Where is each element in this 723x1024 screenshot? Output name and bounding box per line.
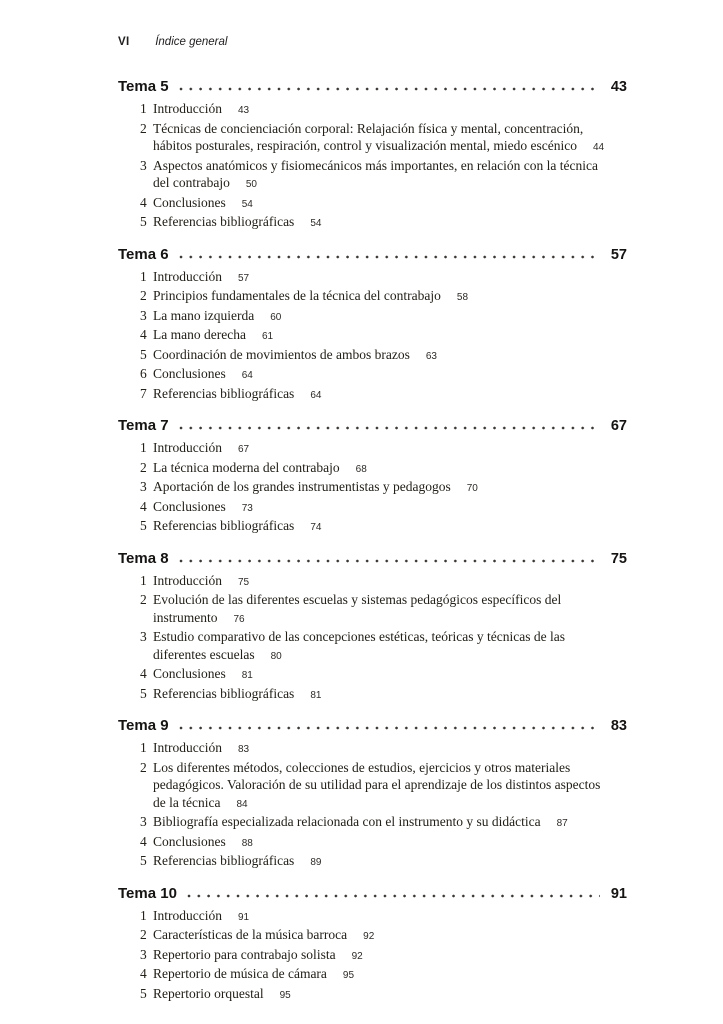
entry-title: Aspectos anatómicos y fisiomecánicos más importantes, en relación con la técnica del contrabajo — [153, 157, 598, 190]
toc-entry — [118, 213, 627, 233]
entry-number: 3 — [140, 629, 147, 644]
entry-page-number: 67 — [237, 444, 250, 455]
entry-title: Conclusiones — [153, 666, 226, 681]
entry-page-number: 95 — [342, 970, 355, 981]
entry-number: 2 — [140, 759, 147, 775]
entry-number: 3 — [140, 479, 147, 494]
entry-number: 3 — [140, 946, 147, 962]
entry-page-number: 84 — [236, 798, 248, 810]
dot-leader — [179, 255, 600, 259]
section-page-number: 91 — [610, 885, 627, 902]
entry-number: 2 — [140, 459, 147, 475]
entry-title: Repertorio para contrabajo solista — [153, 946, 336, 962]
entry-page-number: 73 — [241, 502, 253, 514]
entry-body — [153, 195, 253, 210]
toc-section — [118, 245, 627, 405]
entry-body — [153, 288, 468, 303]
entry-title: Introducción — [153, 440, 222, 455]
section-title: Tema 7 — [118, 417, 169, 434]
entry-page-number: 60 — [270, 311, 282, 323]
entry-body — [153, 966, 354, 981]
entry-body — [153, 366, 253, 381]
entry-title: Referencias bibliográficas — [153, 518, 295, 533]
entry-page-number: 44 — [593, 142, 605, 153]
entry-page-number: 91 — [237, 911, 250, 923]
entry-number: 4 — [140, 498, 147, 514]
entry-body — [153, 986, 291, 1001]
entry-number: 2 — [140, 288, 147, 303]
entry-number: 3 — [140, 307, 147, 323]
toc-entry — [118, 120, 627, 157]
entry-page-number: 92 — [351, 950, 363, 962]
entry-page-number: 61 — [261, 331, 274, 342]
entry-title: Características de la música barroca — [153, 927, 348, 942]
toc-entry — [118, 852, 627, 872]
toc-section-heading — [118, 245, 627, 265]
entry-page-number: 88 — [241, 837, 253, 849]
entry-title: Evolución de las diferentes escuelas y sistemas pedagógicos específicos del instrumento — [153, 592, 562, 625]
toc-entry — [118, 157, 627, 194]
entry-body — [153, 573, 249, 588]
toc-entry — [118, 572, 627, 592]
entry-body — [153, 947, 363, 962]
toc-entry — [118, 665, 627, 685]
entry-number: 1 — [140, 268, 147, 284]
toc-section — [118, 416, 627, 537]
entry-body — [153, 308, 281, 323]
toc-entry — [118, 307, 627, 327]
entry-page-number: 58 — [456, 292, 469, 303]
entry-body — [153, 760, 600, 810]
entry-title: Conclusiones — [153, 498, 226, 514]
toc-section-heading — [118, 549, 627, 569]
toc-entry — [118, 439, 627, 459]
entry-number: 4 — [140, 833, 147, 849]
entry-page-number: 81 — [241, 670, 253, 681]
section-page-number: 43 — [610, 79, 627, 95]
toc-section — [118, 549, 627, 705]
entry-body — [153, 853, 321, 868]
entry-page-number: 76 — [233, 613, 245, 625]
entry-title: Conclusiones — [153, 833, 226, 849]
toc-entry — [118, 346, 627, 366]
entry-title: Coordinación de movimientos de ambos brazos — [153, 346, 410, 362]
dot-leader — [179, 87, 600, 91]
entry-number: 4 — [140, 666, 147, 681]
toc-entry — [118, 833, 627, 853]
toc-section — [118, 716, 627, 872]
dot-leader — [179, 426, 600, 430]
entry-title: Introducción — [153, 268, 222, 284]
entry-number: 7 — [140, 385, 147, 401]
entry-page-number: 80 — [270, 650, 282, 662]
entry-body — [153, 101, 249, 116]
toc-entry — [118, 813, 627, 833]
entry-number: 2 — [140, 120, 147, 136]
entry-body — [153, 440, 249, 455]
entry-title: La mano izquierda — [153, 307, 255, 323]
entry-number: 3 — [140, 814, 147, 829]
entry-body — [153, 214, 321, 229]
toc-entry — [118, 685, 627, 705]
toc-entry — [118, 759, 627, 814]
entry-number: 4 — [140, 194, 147, 210]
section-page-number: 67 — [610, 418, 627, 434]
entry-page-number: 81 — [310, 689, 322, 701]
entry-page-number: 50 — [245, 179, 257, 190]
toc-entry — [118, 478, 627, 498]
entry-number: 5 — [140, 985, 147, 1001]
toc-entry — [118, 385, 627, 405]
section-page-number: 57 — [610, 246, 627, 263]
entry-body — [153, 327, 273, 342]
entry-title: Conclusiones — [153, 366, 226, 381]
folio-page-number: VI — [118, 36, 130, 48]
section-page-number: 83 — [610, 718, 627, 734]
entry-page-number: 95 — [279, 989, 291, 1001]
entry-body — [153, 347, 437, 362]
entry-title: Principios fundamentales de la técnica del contrabajo — [153, 288, 441, 303]
entry-body — [153, 908, 249, 923]
entry-page-number: 54 — [310, 218, 322, 229]
running-head-title: Índice general — [155, 36, 228, 48]
entry-number: 4 — [140, 327, 147, 342]
toc-entry — [118, 194, 627, 214]
entry-number: 5 — [140, 214, 147, 229]
section-page-number: 75 — [610, 550, 627, 567]
entry-body — [153, 740, 249, 755]
entry-body — [153, 666, 253, 681]
entry-title: Referencias bibliográficas — [153, 214, 295, 229]
entry-title: Bibliografía especializada relacionada con el instrumento y su didáctica — [153, 814, 541, 829]
toc-entry — [118, 965, 627, 985]
toc-entry — [118, 926, 627, 946]
entry-number: 5 — [140, 853, 147, 868]
entry-body — [153, 479, 478, 494]
toc-entry — [118, 946, 627, 966]
section-entries — [118, 739, 627, 872]
entry-page-number: 64 — [241, 370, 253, 381]
entry-number: 6 — [140, 366, 147, 381]
entry-number: 2 — [140, 927, 147, 942]
entry-title: Introducción — [153, 740, 222, 755]
toc-entry — [118, 326, 627, 346]
toc-section-heading — [118, 77, 627, 97]
section-entries — [118, 439, 627, 537]
entry-page-number: 63 — [425, 350, 437, 362]
entry-number: 1 — [140, 740, 147, 755]
toc-entry — [118, 907, 627, 927]
entry-page-number: 89 — [310, 857, 322, 868]
entry-page-number: 87 — [556, 818, 568, 829]
toc-entry — [118, 268, 627, 288]
entry-title: Referencias bibliográficas — [153, 685, 295, 701]
entry-title: Los diferentes métodos, colecciones de estudios, ejercicios y otros materiales pedagógicos. Valoración de su utilidad para el aprendizaje de los distintos aspectos de la técnica — [153, 759, 601, 810]
dot-leader — [187, 894, 600, 898]
entry-number: 3 — [140, 157, 147, 173]
entry-body — [153, 686, 321, 701]
toc-entry — [118, 739, 627, 759]
entry-title: Introducción — [153, 907, 222, 923]
entry-page-number: 54 — [241, 198, 253, 210]
entry-body — [153, 518, 321, 533]
toc-entry — [118, 985, 627, 1005]
section-entries — [118, 572, 627, 705]
entry-title: Referencias bibliográficas — [153, 853, 295, 868]
section-title: Tema 6 — [118, 245, 169, 263]
section-entries — [118, 100, 627, 233]
section-title: Tema 8 — [118, 549, 169, 567]
entry-body — [153, 927, 374, 942]
entry-title: La técnica moderna del contrabajo — [153, 459, 340, 475]
section-title: Tema 10 — [118, 884, 177, 902]
entry-title: Aportación de los grandes instrumentistas y pedagogos — [153, 479, 451, 494]
entry-body — [153, 269, 249, 284]
toc-entry — [118, 365, 627, 385]
entry-number: 5 — [140, 518, 147, 533]
entry-page-number: 83 — [237, 744, 250, 755]
entry-number: 5 — [140, 346, 147, 362]
toc-entry — [118, 100, 627, 120]
toc-section — [118, 884, 627, 1005]
page-content — [118, 35, 627, 1004]
entry-body — [153, 592, 561, 625]
entry-title: Referencias bibliográficas — [153, 385, 295, 401]
section-entries — [118, 268, 627, 405]
entry-number: 1 — [140, 101, 147, 116]
entry-body — [153, 121, 604, 154]
toc-entry — [118, 517, 627, 537]
toc-section-heading — [118, 416, 627, 436]
entry-title: La mano derecha — [153, 327, 246, 342]
entry-body — [153, 814, 568, 829]
entry-title: Introducción — [153, 101, 222, 116]
running-head — [118, 35, 627, 49]
dot-leader — [179, 559, 600, 563]
entry-number: 1 — [140, 907, 147, 923]
section-title: Tema 5 — [118, 78, 169, 95]
toc-section — [118, 77, 627, 233]
entry-page-number: 64 — [310, 389, 322, 401]
entry-number: 1 — [140, 440, 147, 455]
entry-body — [153, 386, 321, 401]
entry-number: 1 — [140, 572, 147, 588]
entry-number: 4 — [140, 966, 147, 981]
dot-leader — [179, 726, 600, 730]
entry-number: 5 — [140, 685, 147, 701]
toc-entry — [118, 628, 627, 665]
entry-page-number: 75 — [237, 576, 250, 588]
entry-page-number: 92 — [363, 931, 375, 942]
entry-title: Estudio comparativo de las concepciones estéticas, teóricas y técnicas de las diferentes escuelas — [153, 629, 565, 662]
entry-body — [153, 158, 598, 191]
entry-page-number: 70 — [466, 483, 478, 494]
entry-title: Introducción — [153, 572, 222, 588]
entry-page-number: 43 — [237, 105, 250, 116]
entry-title: Repertorio orquestal — [153, 985, 264, 1001]
section-title: Tema 9 — [118, 717, 169, 734]
toc-entry — [118, 498, 627, 518]
entry-title: Técnicas de concienciación corporal: Relajación física y mental, concentración, hábitos posturales, respiración, control y visualización mental, miedo escénico — [153, 120, 584, 153]
entry-number: 2 — [140, 592, 147, 607]
toc-entry — [118, 459, 627, 479]
table-of-contents — [118, 77, 627, 1004]
toc-entry — [118, 287, 627, 307]
entry-page-number: 57 — [237, 272, 250, 284]
entry-page-number: 74 — [310, 522, 322, 533]
entry-body — [153, 499, 253, 514]
entry-body — [153, 834, 253, 849]
entry-title: Conclusiones — [153, 194, 226, 210]
section-entries — [118, 907, 627, 1005]
entry-page-number: 68 — [355, 463, 367, 475]
toc-section-heading — [118, 884, 627, 904]
toc-entry — [118, 591, 627, 628]
entry-body — [153, 460, 367, 475]
toc-section-heading — [118, 716, 627, 736]
entry-body — [153, 629, 565, 662]
entry-title: Repertorio de música de cámara — [153, 966, 327, 981]
